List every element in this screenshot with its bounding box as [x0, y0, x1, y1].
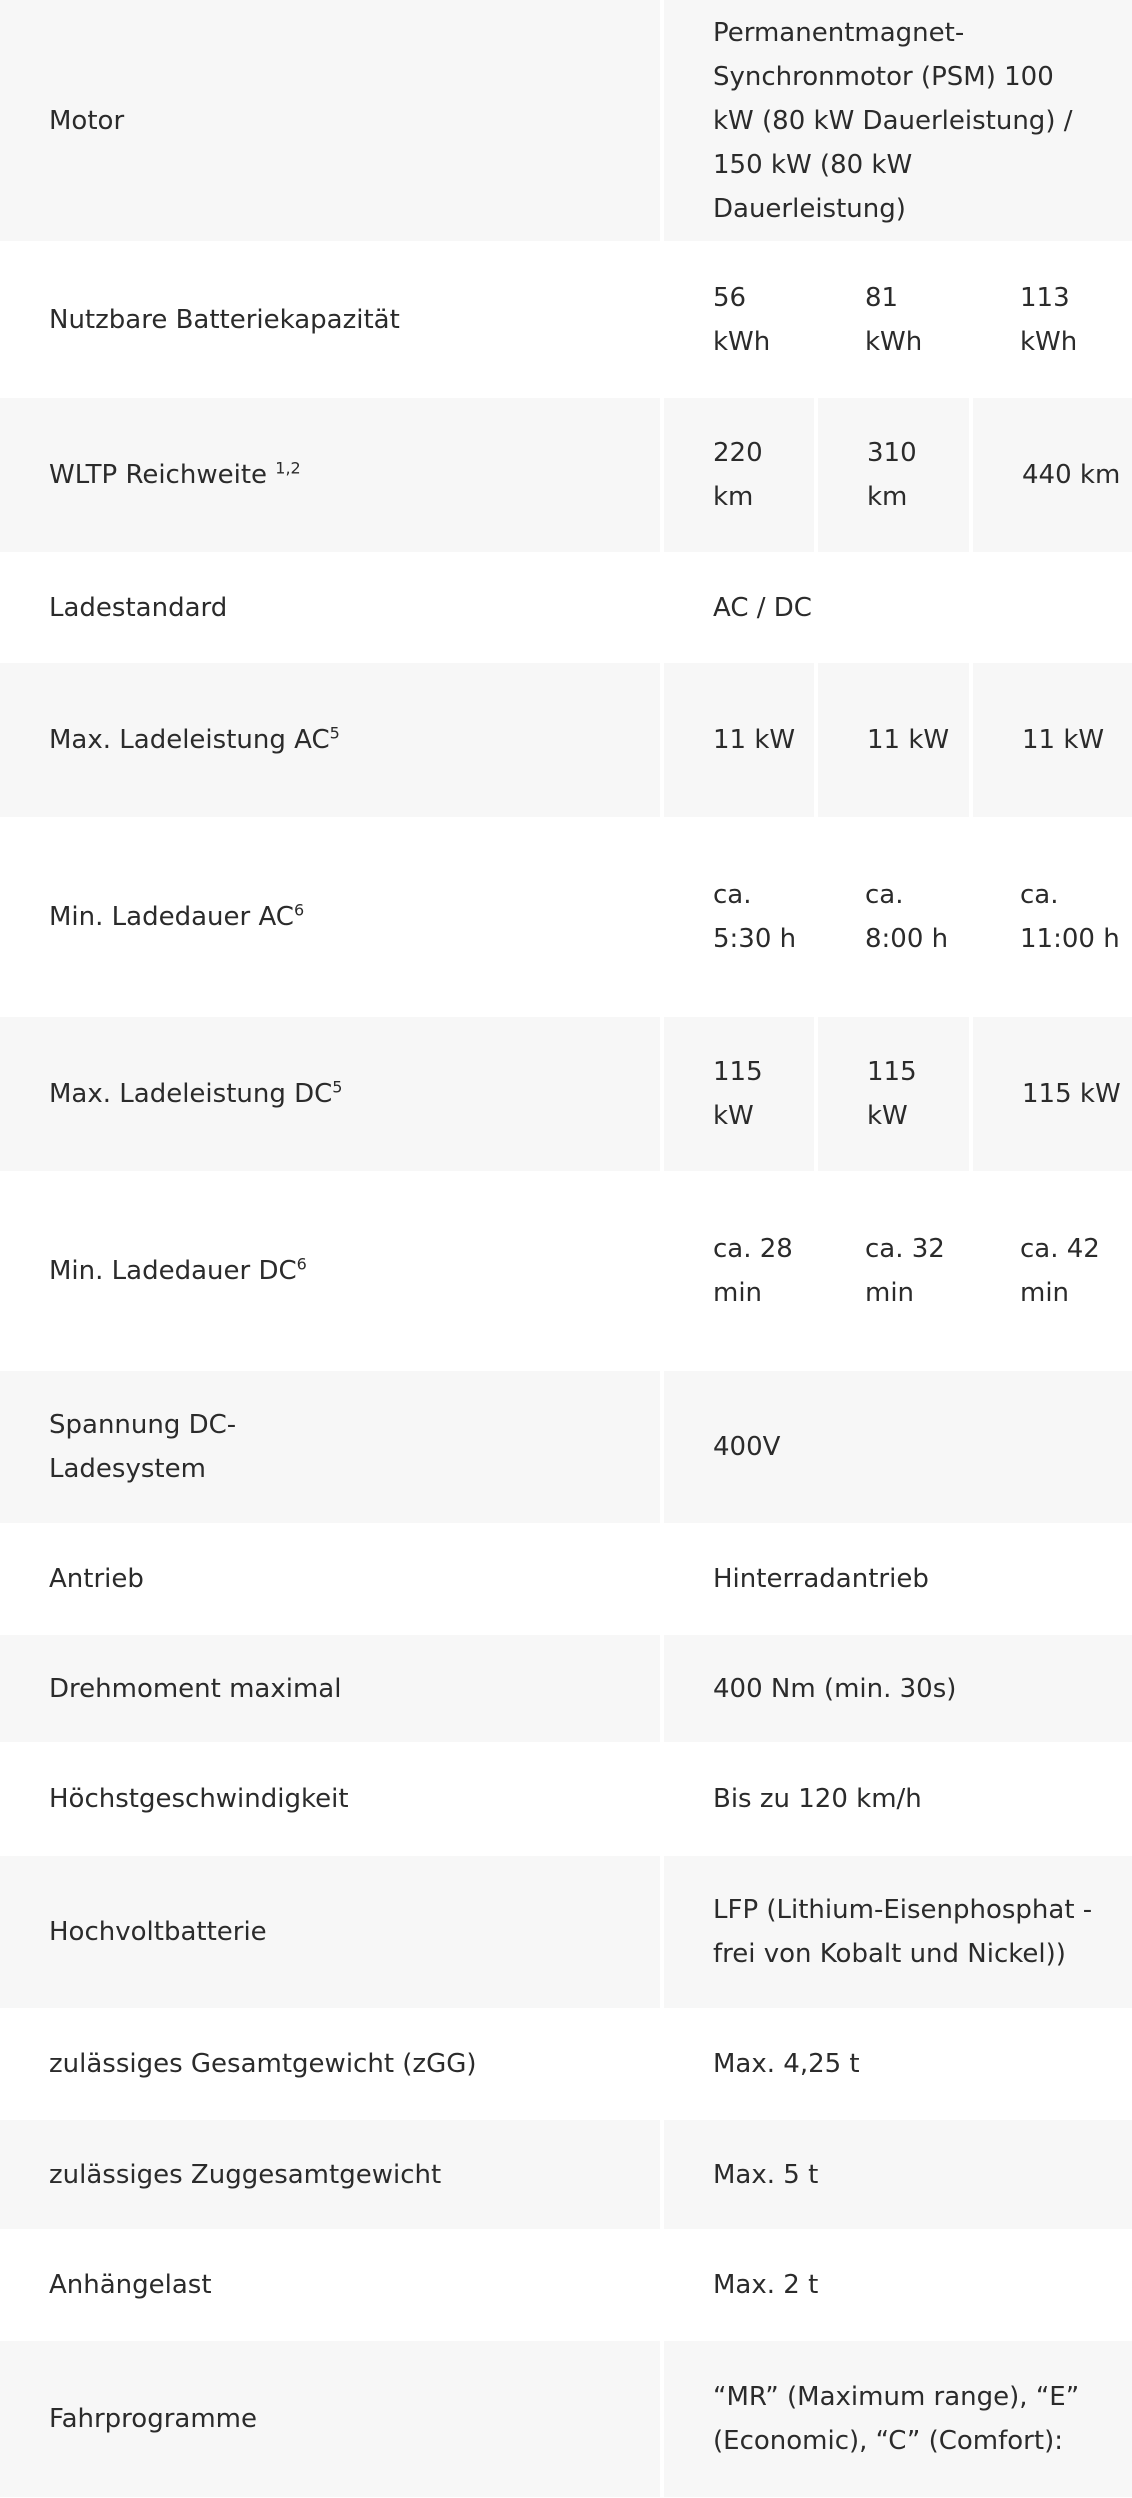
spec-value — [971, 241, 1132, 398]
spec-label — [0, 1742, 662, 1856]
spec-row-battery-capacity — [0, 241, 1132, 398]
spec-label — [0, 1017, 662, 1171]
spec-label-text: Drehmoment maximal — [49, 1673, 342, 1704]
spec-label — [0, 2341, 662, 2497]
spec-label — [0, 398, 662, 552]
spec-value — [662, 2120, 1132, 2229]
spec-value — [971, 1017, 1132, 1171]
spec-value — [816, 1171, 971, 1371]
spec-label — [0, 1523, 662, 1635]
spec-label-text: Ladestandard — [49, 592, 228, 623]
spec-value-text: ca. 28 min — [713, 1234, 793, 1308]
spec-label-text: Max. Ladeleistung DC — [49, 1079, 333, 1109]
spec-value-text: Permanentmagnet-Synchronmotor (PSM) 100 kW (80 kW Dauerleistung) / 150 kW (80 kW Dauerleistung) — [713, 17, 1073, 224]
spec-label-text: zulässiges Gesamtgewicht (zGG) — [49, 2049, 477, 2079]
spec-value-text: “MR” (Maximum range), “E” (Economic), “C” (Comfort): — [713, 2382, 1080, 2456]
spec-row-dc-voltage — [0, 1371, 1132, 1523]
spec-label — [0, 2229, 662, 2341]
spec-label-text: Min. Ladedauer DC — [49, 1256, 297, 1286]
spec-label-text: Höchstgeschwindigkeit — [49, 1784, 349, 1814]
spec-value — [816, 1017, 971, 1171]
spec-row-drive — [0, 1523, 1132, 1635]
spec-value-text: 440 km — [1022, 460, 1121, 490]
spec-value — [816, 817, 971, 1017]
spec-row-max-dc-power — [0, 1017, 1132, 1171]
spec-value-text: Max. 5 t — [713, 2159, 819, 2190]
spec-label — [0, 2120, 662, 2229]
spec-label — [0, 552, 662, 663]
spec-value-text: 115 kW — [713, 1057, 763, 1131]
spec-label-text: Fahrprogramme — [49, 2404, 257, 2434]
spec-value-text: 11 kW — [713, 725, 796, 755]
spec-value — [816, 398, 971, 552]
spec-row-hv-battery — [0, 1856, 1132, 2008]
spec-value — [971, 1171, 1132, 1371]
spec-label — [0, 1635, 662, 1742]
spec-label — [0, 2008, 662, 2120]
spec-label — [0, 663, 662, 817]
spec-label-text: Spannung DC-Ladesystem — [49, 1410, 237, 1484]
spec-label — [0, 817, 662, 1017]
spec-value — [662, 1856, 1132, 2008]
spec-value — [816, 241, 971, 398]
spec-value-text: ca. 42 min — [1020, 1234, 1100, 1308]
spec-value-text: 81 kWh — [865, 282, 923, 357]
spec-label-text: Max. Ladeleistung AC — [49, 725, 330, 755]
spec-value-text: Max. 4,25 t — [713, 2049, 860, 2079]
spec-label-text: Anhängelast — [49, 2270, 212, 2300]
spec-value — [662, 2229, 1132, 2341]
spec-value — [662, 817, 816, 1017]
spec-label — [0, 1171, 662, 1371]
spec-label-text: Motor — [49, 105, 125, 136]
spec-value-text: 400 Nm (min. 30s) — [713, 1673, 957, 1704]
spec-value-text: ca. 5:30 h — [713, 880, 797, 954]
spec-row-min-ac-duration — [0, 817, 1132, 1017]
spec-value — [971, 817, 1132, 1017]
spec-row-gross-weight — [0, 2008, 1132, 2120]
spec-value — [662, 0, 1132, 241]
spec-value — [662, 552, 1132, 663]
spec-value — [662, 2008, 1132, 2120]
spec-label — [0, 1371, 662, 1523]
spec-value — [971, 398, 1132, 552]
spec-label-text: Hochvoltbatterie — [49, 1917, 267, 1947]
spec-value — [662, 398, 816, 552]
spec-value-text: Max. 2 t — [713, 2270, 819, 2300]
footnote-marker: 6 — [293, 900, 305, 920]
spec-row-top-speed — [0, 1742, 1132, 1856]
spec-label — [0, 241, 662, 398]
spec-value-text: 400V — [713, 1432, 781, 1462]
spec-label-text: WLTP Reichweite — [49, 460, 268, 490]
spec-value-text: 11 kW — [1022, 725, 1105, 755]
footnote-marker: 6 — [296, 1254, 307, 1274]
spec-row-wltp-range — [0, 398, 1132, 552]
spec-row-max-ac-power — [0, 663, 1132, 817]
footnote-marker: 5 — [329, 723, 340, 743]
spec-value-text: 115 kW — [867, 1057, 917, 1131]
spec-row-drive-modes — [0, 2341, 1132, 2497]
spec-value — [662, 1523, 1132, 1635]
spec-row-max-torque — [0, 1635, 1132, 1742]
spec-value — [662, 2341, 1132, 2497]
spec-value-text: AC / DC — [713, 592, 812, 623]
spec-value — [662, 1742, 1132, 1856]
spec-value — [662, 1635, 1132, 1742]
spec-row-charging-standard — [0, 552, 1132, 663]
spec-value-text: 115 kW — [1022, 1079, 1121, 1109]
spec-value — [816, 663, 971, 817]
spec-label-text: Min. Ladedauer AC — [49, 902, 294, 932]
spec-value-text: LFP (Lithium-Eisenphosphat - frei von Kobalt und Nickel)) — [713, 1895, 1093, 1969]
spec-value — [971, 663, 1132, 817]
spec-label — [0, 1856, 662, 2008]
footnote-marker: 1,2 — [275, 458, 301, 478]
spec-value-text: 220 km — [713, 438, 763, 512]
spec-value — [662, 1017, 816, 1171]
spec-value-text: 56 kWh — [713, 282, 771, 357]
spec-value — [662, 663, 816, 817]
spec-label-text: zulässiges Zuggesamtgewicht — [49, 2159, 442, 2190]
spec-row-motor — [0, 0, 1132, 241]
spec-value-text: 11 kW — [867, 725, 950, 755]
spec-value — [662, 1371, 1132, 1523]
spec-value-text: ca. 11:00 h — [1020, 880, 1120, 954]
spec-value — [662, 241, 816, 398]
spec-label-text: Nutzbare Batteriekapazität — [49, 304, 400, 335]
spec-row-towing-capacity — [0, 2229, 1132, 2341]
spec-row-train-weight — [0, 2120, 1132, 2229]
spec-label — [0, 0, 662, 241]
spec-value — [662, 1171, 816, 1371]
footnote-marker: 5 — [332, 1077, 343, 1097]
spec-label-text: Antrieb — [49, 1564, 144, 1594]
spec-value-text: 113 kWh — [1020, 282, 1078, 357]
spec-value-text: ca. 8:00 h — [865, 880, 949, 954]
spec-value-text: 310 km — [867, 438, 917, 512]
spec-value-text: Bis zu 120 km/h — [713, 1784, 922, 1814]
spec-value-text: Hinterradantrieb — [713, 1564, 929, 1594]
spec-row-min-dc-duration — [0, 1171, 1132, 1371]
spec-value-text: ca. 32 min — [865, 1234, 945, 1308]
